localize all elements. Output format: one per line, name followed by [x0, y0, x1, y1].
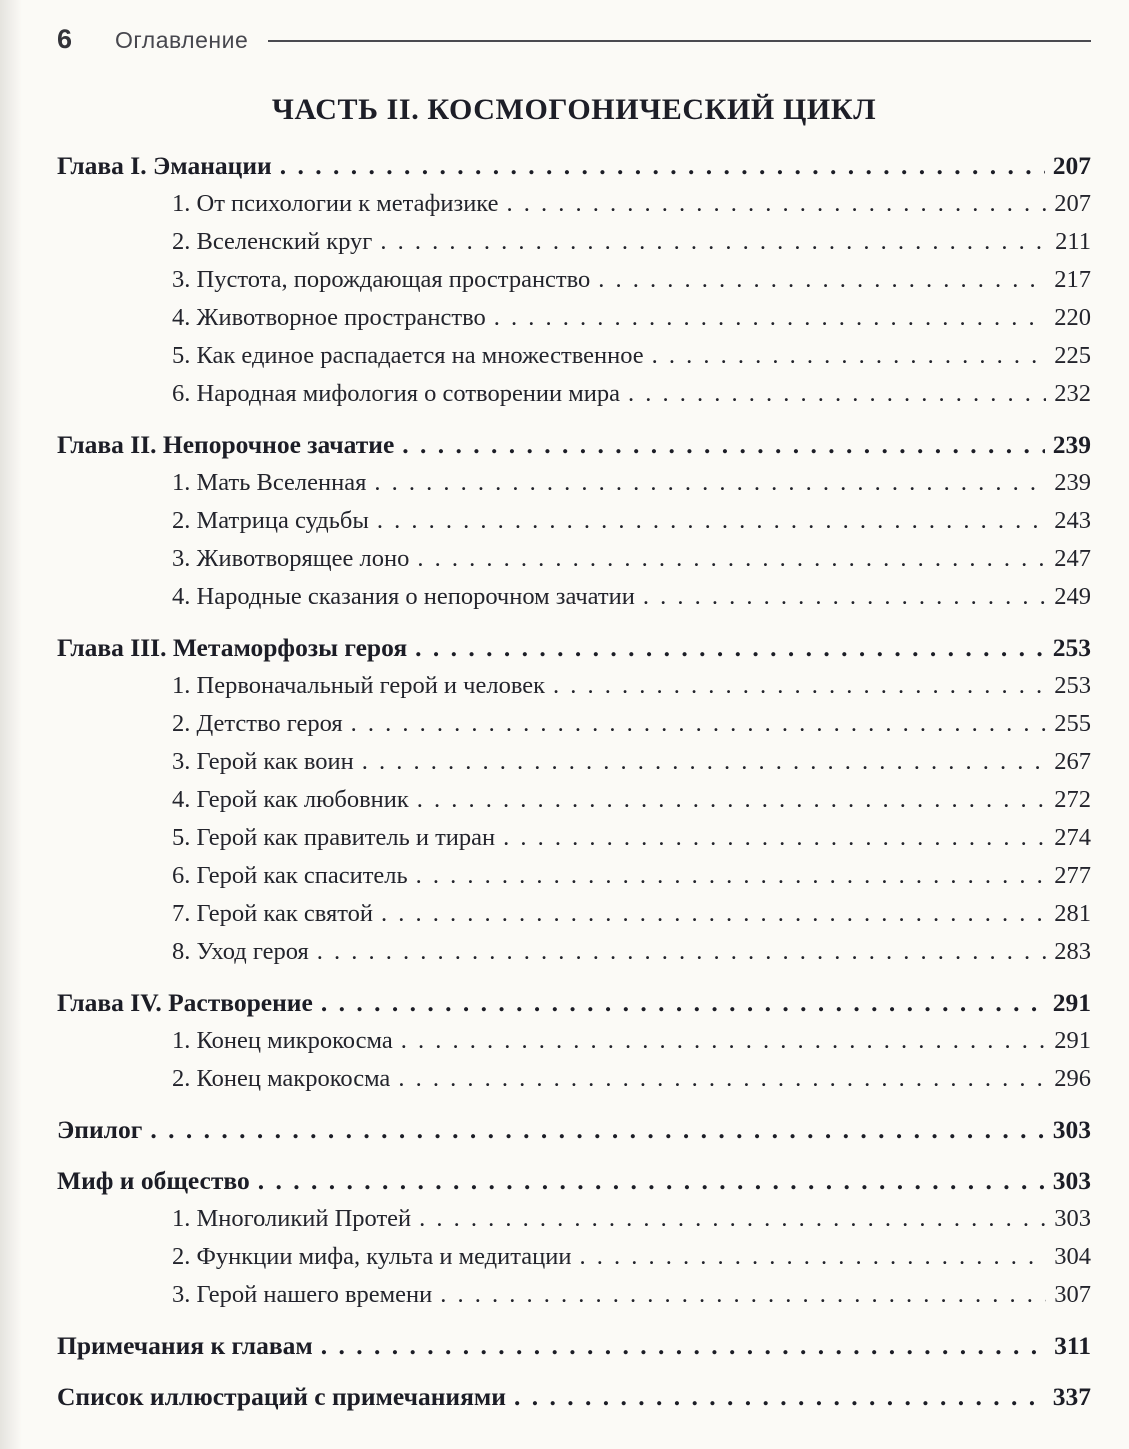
- dot-leader: [417, 781, 1046, 819]
- toc-entry-page: 272: [1054, 786, 1091, 813]
- toc-entry-title: 2. Детство героя: [172, 710, 343, 737]
- dot-leader: [514, 1378, 1045, 1416]
- toc-entry-title: 4. Герой как любовник: [172, 786, 409, 813]
- toc-entry-page: 253: [1054, 672, 1091, 699]
- toc-entry-title: 3. Герой как воин: [172, 748, 354, 775]
- toc-entry-page: 303: [1054, 1205, 1091, 1232]
- running-head-title: Оглавление: [115, 27, 249, 53]
- toc-entry-title: 2. Функции мифа, культа и медитации: [172, 1243, 572, 1270]
- toc-entry-page: 296: [1054, 1065, 1091, 1092]
- toc-entry-title: 1. Многоликий Протей: [172, 1205, 412, 1232]
- toc-entry-title: 2. Вселенский круг: [172, 228, 373, 255]
- toc-entry-page: 274: [1054, 824, 1091, 851]
- toc-entry-page: 255: [1054, 710, 1091, 737]
- toc-entry-title: Глава III. Метаморфозы героя: [57, 633, 408, 662]
- toc-entry: [57, 857, 1091, 895]
- toc-entry-page: 239: [1052, 430, 1091, 459]
- dot-leader: [374, 464, 1046, 502]
- toc-entry-page: 207: [1052, 151, 1091, 180]
- toc-entry: [57, 223, 1091, 261]
- toc-entry: [57, 1238, 1091, 1276]
- toc-entry-title: 7. Герой как святой: [172, 900, 373, 927]
- toc-entry-page: 267: [1054, 748, 1091, 775]
- dot-leader: [579, 1238, 1046, 1276]
- toc-entry-page: 239: [1054, 469, 1091, 496]
- toc-entry-title: 6. Герой как спаситель: [172, 862, 408, 889]
- dot-leader: [362, 743, 1047, 781]
- dot-leader: [652, 337, 1047, 375]
- dot-leader: [380, 223, 1047, 261]
- toc-entry-title: 6. Народная мифология о сотворении мира: [172, 380, 621, 407]
- dot-leader: [440, 1276, 1046, 1314]
- toc-entry: [57, 933, 1091, 971]
- toc-entry: [57, 1060, 1091, 1098]
- toc-entry-page: 207: [1054, 190, 1091, 217]
- toc: [57, 147, 1091, 1416]
- toc-entry: [57, 1327, 1091, 1365]
- toc-entry: [57, 743, 1091, 781]
- toc-entry-page: 225: [1054, 342, 1091, 369]
- toc-entry: [57, 1276, 1091, 1314]
- dot-leader: [416, 857, 1047, 895]
- toc-entry: [57, 375, 1091, 413]
- toc-entry: [57, 261, 1091, 299]
- toc-entry-title: 3. Животворящее лоно: [172, 545, 410, 572]
- toc-entry: [57, 502, 1091, 540]
- toc-entry: [57, 1378, 1091, 1416]
- toc-entry: [57, 540, 1091, 578]
- toc-entry-title: 4. Животворное пространство: [172, 304, 486, 331]
- toc-entry: [57, 984, 1091, 1022]
- running-header: [57, 24, 1091, 55]
- header-rule: [268, 40, 1091, 42]
- part-title: ЧАСТЬ II. КОСМОГОНИЧЕСКИЙ ЦИКЛ: [271, 93, 877, 126]
- toc-entry: [57, 705, 1091, 743]
- toc-entry: [57, 147, 1091, 185]
- toc-entry: [57, 1111, 1091, 1149]
- toc-entry-title: 1. Мать Вселенная: [172, 469, 367, 496]
- toc-entry: [57, 578, 1091, 616]
- dot-leader: [150, 1111, 1044, 1149]
- toc-entry-title: Глава I. Эманации: [57, 151, 272, 180]
- dot-leader: [494, 299, 1047, 337]
- toc-entry-page: 337: [1052, 1382, 1091, 1411]
- dot-leader: [417, 540, 1046, 578]
- toc-entry: [57, 667, 1091, 705]
- dot-leader: [553, 667, 1046, 705]
- toc-entry-page: 304: [1054, 1243, 1091, 1270]
- toc-entry-title: 2. Матрица судьбы: [172, 507, 369, 534]
- toc-entry-page: 247: [1054, 545, 1091, 572]
- toc-entry-page: 277: [1054, 862, 1091, 889]
- toc-entry-title: Примечания к главам: [57, 1331, 313, 1360]
- toc-entry-page: 243: [1054, 507, 1091, 534]
- toc-entry-page: 217: [1054, 266, 1091, 293]
- toc-entry-page: 253: [1052, 633, 1091, 662]
- toc-entry-title: Глава IV. Растворение: [57, 988, 313, 1017]
- dot-leader: [643, 578, 1046, 616]
- dot-leader: [402, 426, 1044, 464]
- toc-entry-page: 311: [1054, 1331, 1091, 1360]
- dot-leader: [419, 1200, 1046, 1238]
- dot-leader: [377, 502, 1046, 540]
- toc-entry: [57, 464, 1091, 502]
- toc-entry-page: 232: [1054, 380, 1091, 407]
- toc-entry-page: 220: [1054, 304, 1091, 331]
- toc-entry: [57, 1162, 1091, 1200]
- toc-entry: [57, 781, 1091, 819]
- toc-entry: [57, 337, 1091, 375]
- toc-entry: [57, 895, 1091, 933]
- dot-leader: [503, 819, 1046, 857]
- toc-entry: [57, 819, 1091, 857]
- dot-leader: [317, 933, 1047, 971]
- toc-entry-title: 5. Как единое распадается на множественное: [172, 342, 644, 369]
- toc-entry-page: 291: [1054, 1027, 1091, 1054]
- toc-entry-title: Список иллюстраций с примечаниями: [57, 1382, 506, 1411]
- dot-leader: [280, 147, 1045, 185]
- toc-entry-page: 249: [1054, 583, 1091, 610]
- toc-entry-title: 1. От психологии к метафизике: [172, 190, 499, 217]
- dot-leader: [258, 1162, 1045, 1200]
- toc-entry-title: 3. Пустота, порождающая пространство: [172, 266, 591, 293]
- toc-entry-page: 211: [1055, 228, 1091, 255]
- toc-entry: [57, 1200, 1091, 1238]
- toc-entry: [57, 426, 1091, 464]
- dot-leader: [415, 629, 1045, 667]
- toc-entry: [57, 1022, 1091, 1060]
- dot-leader: [321, 1327, 1046, 1365]
- toc-entry: [57, 185, 1091, 223]
- page-number: 6: [57, 24, 73, 54]
- toc-entry-title: 3. Герой нашего времени: [172, 1281, 433, 1308]
- toc-entry-title: 8. Уход героя: [172, 938, 309, 965]
- toc-entry-title: Глава II. Непорочное зачатие: [57, 430, 395, 459]
- dot-leader: [401, 1022, 1047, 1060]
- toc-entry-title: Миф и общество: [57, 1166, 250, 1195]
- dot-leader: [351, 705, 1047, 743]
- toc-entry-title: 1. Первоначальный герой и человек: [172, 672, 546, 699]
- toc-entry-title: 1. Конец микрокосма: [172, 1027, 393, 1054]
- toc-entry-page: 291: [1052, 988, 1091, 1017]
- toc-entry: [57, 299, 1091, 337]
- toc-entry-page: 307: [1054, 1281, 1091, 1308]
- dot-leader: [628, 375, 1046, 413]
- dot-leader: [398, 1060, 1046, 1098]
- toc-entry-page: 303: [1052, 1115, 1091, 1144]
- toc-entry-page: 303: [1052, 1166, 1091, 1195]
- dot-leader: [506, 185, 1046, 223]
- toc-entry-title: 2. Конец макрокосма: [172, 1065, 391, 1092]
- toc-entry: [57, 629, 1091, 667]
- toc-entry-title: Эпилог: [57, 1115, 143, 1144]
- toc-entry-page: 281: [1054, 900, 1091, 927]
- dot-leader: [321, 984, 1045, 1022]
- toc-entry-title: 4. Народные сказания о непорочном зачатии: [172, 583, 635, 610]
- toc-entry-title: 5. Герой как правитель и тиран: [172, 824, 496, 851]
- dot-leader: [598, 261, 1046, 299]
- dot-leader: [381, 895, 1046, 933]
- toc-entry-page: 283: [1054, 938, 1091, 965]
